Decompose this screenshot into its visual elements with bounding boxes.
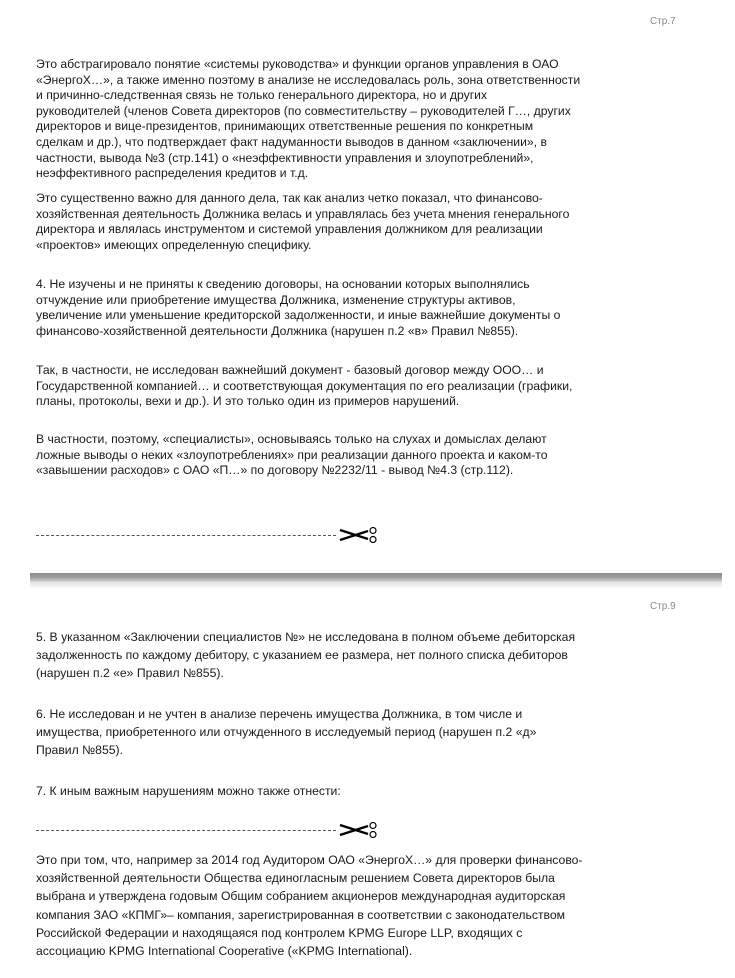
paragraph: Так, в частности, не исследован важнейший документ - базовый договор между ООО… и Государственной компанией… и соответствующая документация по его реализации (графики, планы, протоколы, вехи и др.). И это только один из примеров нарушений. xyxy=(36,363,573,409)
scissors-icon xyxy=(338,822,380,838)
scissors-icon xyxy=(338,527,380,543)
paragraph: 6. Не исследован и не учтен в анализе перечень имущества Должника, в том числе и имущества, приобретенного или отчужденного в исследуемый период (нарушен п.2 «д» Правил №855). xyxy=(36,707,537,758)
page-divider-shadow xyxy=(30,583,722,589)
paragraph: Это существенно важно для данного дела, так как анализ четко показал, что финансово- хозяйственная деятельность Должника велась и управлялась без учета мнения генерального директора и являлась инструментом и системой управления должником для реализации «проектов» имеющих определенную специфику. xyxy=(36,191,570,252)
cut-line xyxy=(36,822,380,838)
paragraph: 4. Не изучены и не приняты к сведению договоры, на основании которых выполнялись отчуждение или приобретение имущества Должника, изменение структуры активов, увеличение или уменьшение кредиторской задолженности, и иные важнейшие документы о финансово-хозяйственной деятельности Должника (нарушен п.2 «в» Правил №855). xyxy=(36,277,561,338)
page-divider xyxy=(30,573,722,583)
page-number: Стр.7 xyxy=(650,16,676,27)
paragraph: В частности, поэтому, «специалисты», основываясь только на слухах и домыслах делают ложные выводы о неких «злоупотреблениях» при реализации данного проекта и каком-то «завышении расходов» с ОАО «П…» по договору №2232/11 - вывод №4.3 (стр.112). xyxy=(36,432,548,478)
page-number: Стр.9 xyxy=(650,601,676,612)
paragraph: 5. В указанном «Заключении специалистов №» не исследована в полном объеме дебиторская задолженность по каждому дебитору, с указанием ее размера, нет полного списка дебиторов (нарушен п.2 «е» Правил №855). xyxy=(36,630,576,681)
cut-line xyxy=(36,527,380,543)
paragraph: 7. К иным важным нарушениям можно также отнести: xyxy=(36,784,341,798)
paragraph: Это абстрагировало понятие «системы руководства» и функции органов управления в ОАО «ЭнергоХ…», а также именно поэтому в анализе не исследовалась роль, зона ответственности и причинно-следственная связь не только генерального директора, но и других руководителей (членов Совета директоров (по совместительству – руководителей Г…, других директоров и вице-президентов, принимающих ответственные решения по конкретным сделкам и др.), что подтверждает факт надуманности выводов в данном «заключении», в частности, вывода №3 (стр.141) о «неэффективности управления и злоупотреблений», неэффективного распределения кредитов и т.д. xyxy=(36,57,581,181)
paragraph: Это при том, что, например за 2014 год Аудитором ОАО «ЭнергоХ…» для проверки финансово- хозяйственной деятельности Общества единогласным решением Совета директоров была выбрана и утверждена годовым Общим собранием акционеров международная аудиторская компания ЗАО «КПМГ»– компания, зарегистрированная в соответствии с законодательством Российской Федерации и находящаяся под контролем KPMG Europe LLP, входящих с ассоциацию KPMG International Cooperative («KPMG International). xyxy=(36,853,583,959)
